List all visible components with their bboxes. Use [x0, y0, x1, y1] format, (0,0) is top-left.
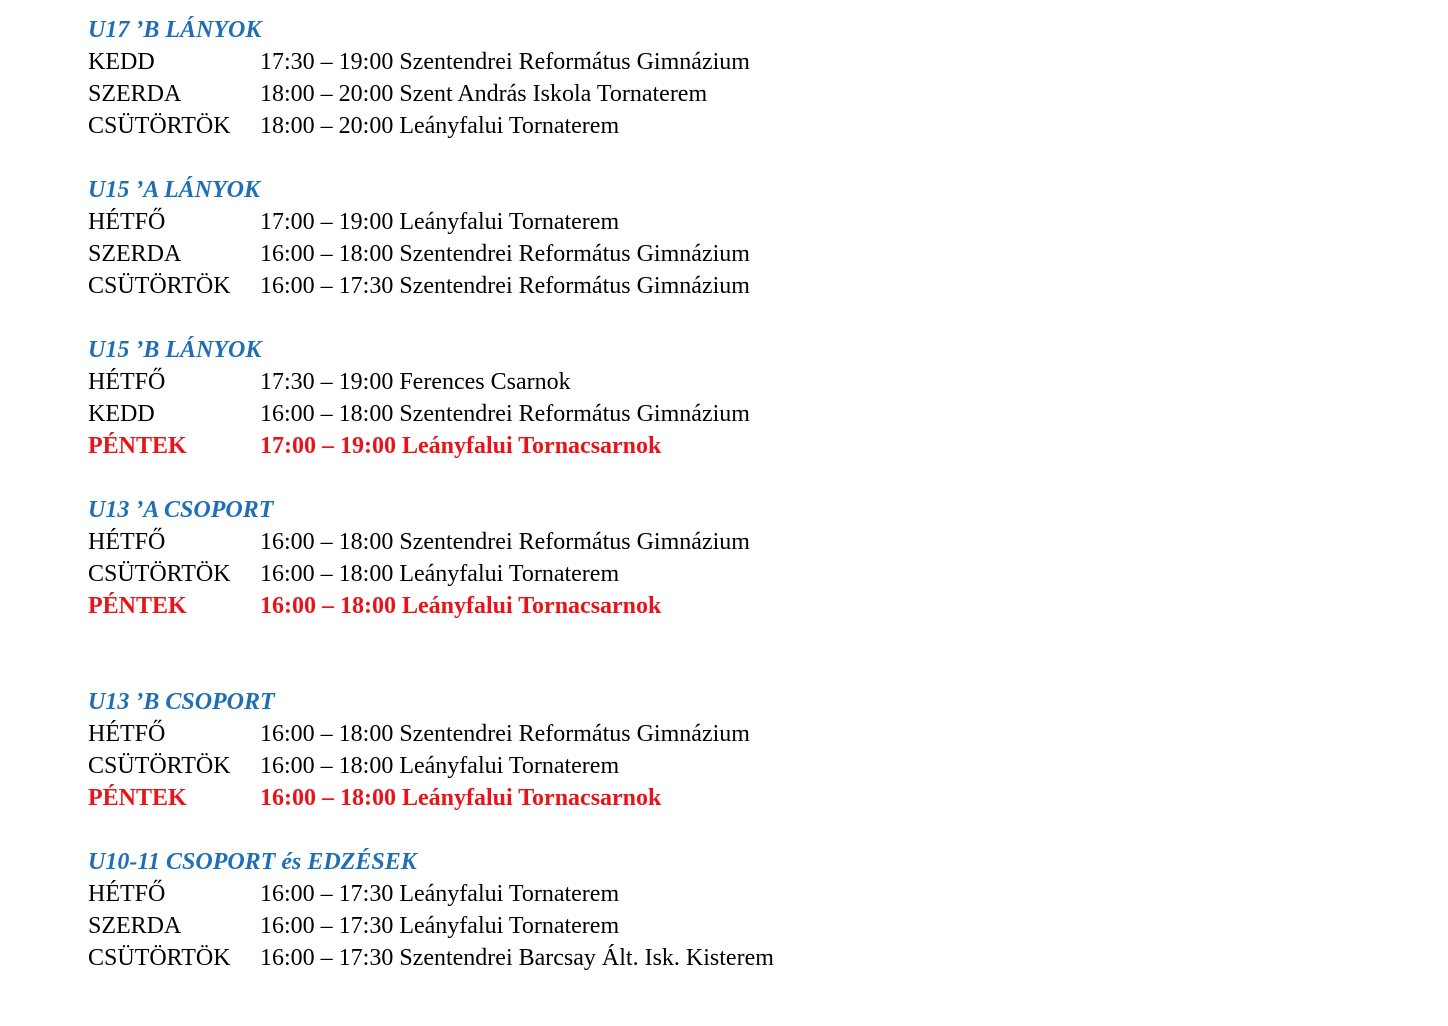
time-and-venue: 16:00 – 18:00 Szentendrei Református Gimnázium	[260, 721, 750, 747]
time-and-venue: 16:00 – 18:00 Leányfalui Tornacsarnok	[260, 785, 662, 811]
schedule-section-u15a	[88, 174, 1388, 302]
schedule-row	[88, 718, 1388, 750]
day-label: HÉTFŐ	[88, 529, 166, 555]
time-and-venue: 16:00 – 17:30 Szentendrei Barcsay Ált. Isk. Kisterem	[260, 945, 774, 971]
day-label: CSÜTÖRTÖK	[88, 113, 231, 139]
schedule-row	[88, 590, 1388, 622]
day-label: HÉTFŐ	[88, 881, 166, 907]
schedule-section-u17b	[88, 14, 1388, 142]
section-spacer	[88, 302, 1388, 334]
day-label: CSÜTÖRTÖK	[88, 753, 231, 779]
time-and-venue: 16:00 – 17:30 Leányfalui Tornaterem	[260, 881, 620, 907]
schedule-row	[88, 910, 1388, 942]
section-spacer	[88, 814, 1388, 846]
day-label: KEDD	[88, 49, 155, 75]
day-label: PÉNTEK	[88, 433, 187, 459]
schedule-row	[88, 878, 1388, 910]
day-label: PÉNTEK	[88, 593, 187, 619]
schedule-section-u15b	[88, 334, 1388, 462]
time-and-venue: 18:00 – 20:00 Leányfalui Tornaterem	[260, 113, 620, 139]
section-spacer	[88, 462, 1388, 494]
section-title: U15 ’B LÁNYOK	[88, 337, 262, 363]
time-and-venue: 17:00 – 19:00 Leányfalui Tornacsarnok	[260, 433, 662, 459]
schedule-row	[88, 270, 1388, 302]
schedule-row	[88, 526, 1388, 558]
day-label: SZERDA	[88, 241, 182, 267]
day-label: HÉTFŐ	[88, 209, 166, 235]
schedule-row	[88, 366, 1388, 398]
schedule-row	[88, 78, 1388, 110]
time-and-venue: 16:00 – 18:00 Szentendrei Református Gimnázium	[260, 241, 750, 267]
section-title: U13 ’A CSOPORT	[88, 497, 274, 523]
day-label: PÉNTEK	[88, 785, 187, 811]
day-label: HÉTFŐ	[88, 369, 166, 395]
section-title: U13 ’B CSOPORT	[88, 689, 275, 715]
schedule-row	[88, 782, 1388, 814]
day-label: CSÜTÖRTÖK	[88, 945, 231, 971]
time-and-venue: 18:00 – 20:00 Szent András Iskola Tornaterem	[260, 81, 708, 107]
time-and-venue: 17:30 – 19:00 Szentendrei Református Gimnázium	[260, 49, 750, 75]
schedule-section-u10-11	[88, 846, 1388, 974]
schedule-row	[88, 942, 1388, 974]
time-and-venue: 17:30 – 19:00 Ferences Csarnok	[260, 369, 571, 395]
section-title: U17 ’B LÁNYOK	[88, 17, 262, 43]
schedule-document	[88, 14, 1388, 974]
time-and-venue: 16:00 – 18:00 Leányfalui Tornacsarnok	[260, 593, 662, 619]
schedule-section-u13b	[88, 686, 1388, 814]
schedule-row	[88, 238, 1388, 270]
schedule-row	[88, 398, 1388, 430]
schedule-row	[88, 46, 1388, 78]
section-title: U10-11 CSOPORT és EDZÉSEK	[88, 849, 417, 875]
schedule-row	[88, 750, 1388, 782]
section-spacer	[88, 142, 1388, 174]
day-label: CSÜTÖRTÖK	[88, 273, 231, 299]
day-label: CSÜTÖRTÖK	[88, 561, 231, 587]
day-label: SZERDA	[88, 81, 182, 107]
time-and-venue: 16:00 – 18:00 Leányfalui Tornaterem	[260, 753, 620, 779]
section-title: U15 ’A LÁNYOK	[88, 177, 261, 203]
time-and-venue: 16:00 – 18:00 Szentendrei Református Gimnázium	[260, 529, 750, 555]
time-and-venue: 16:00 – 18:00 Leányfalui Tornaterem	[260, 561, 620, 587]
day-label: KEDD	[88, 401, 155, 427]
day-label: SZERDA	[88, 913, 182, 939]
schedule-row	[88, 558, 1388, 590]
schedule-row	[88, 206, 1388, 238]
schedule-row	[88, 110, 1388, 142]
schedule-row	[88, 430, 1388, 462]
schedule-section-u13a	[88, 494, 1388, 622]
day-label: HÉTFŐ	[88, 721, 166, 747]
time-and-venue: 16:00 – 17:30 Szentendrei Református Gimnázium	[260, 273, 750, 299]
time-and-venue: 16:00 – 17:30 Leányfalui Tornaterem	[260, 913, 620, 939]
section-spacer	[88, 622, 1388, 686]
time-and-venue: 17:00 – 19:00 Leányfalui Tornaterem	[260, 209, 620, 235]
time-and-venue: 16:00 – 18:00 Szentendrei Református Gimnázium	[260, 401, 750, 427]
